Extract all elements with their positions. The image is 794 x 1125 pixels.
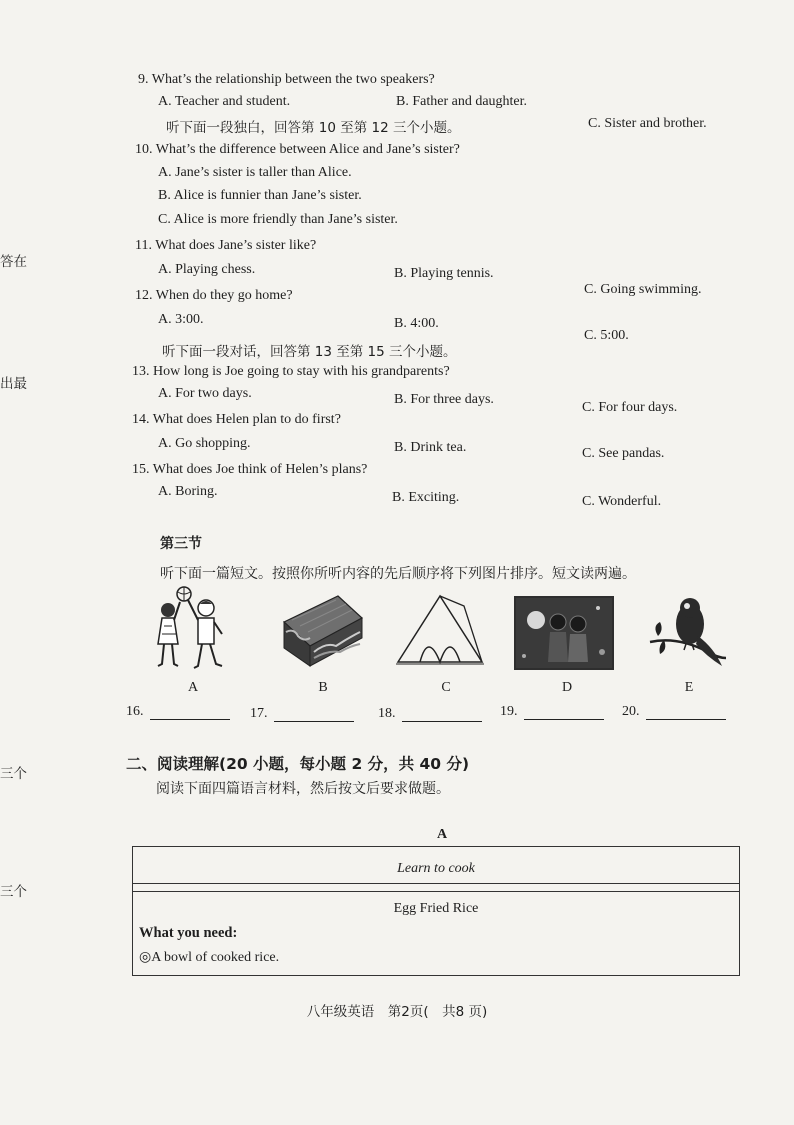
answer-line [150, 705, 230, 720]
question-10: 10. What’s the difference between Alice and Jane’s sister? [135, 142, 460, 157]
sandwich-icon [280, 592, 366, 668]
q15-option-b: B. Exciting. [392, 490, 460, 505]
part-2-description: 阅读下面四篇语言材料，然后按文后要求做题。 [156, 781, 450, 797]
answer-blank-16[interactable] [126, 704, 230, 720]
recipe-box [132, 846, 740, 976]
blank-number: 18. [378, 706, 396, 721]
recipe-header: Learn to cook [397, 861, 475, 876]
passage-letter: A [437, 827, 448, 842]
q15-option-a: A. Boring. [158, 484, 218, 499]
q14-option-a: A. Go shopping. [158, 436, 251, 451]
tent-icon [394, 592, 486, 668]
blank-number: 17. [250, 706, 268, 721]
question-13: 13. How long is Joe going to stay with his grandparents? [132, 364, 450, 379]
answer-blank-18[interactable] [378, 706, 482, 722]
section-3-title: 第三节 [160, 536, 202, 552]
q10-option-c: C. Alice is more friendly than Jane’s sister. [158, 212, 398, 227]
answer-blank-17[interactable] [250, 706, 354, 722]
q10-option-b: B. Alice is funnier than Jane’s sister. [158, 188, 362, 203]
answer-line [524, 705, 604, 720]
recipe-divider [133, 883, 739, 892]
question-12: 12. When do they go home? [135, 288, 293, 303]
question-11: 11. What does Jane’s sister like? [135, 238, 317, 253]
ingredients-label: What you need: [139, 925, 238, 941]
picture-label: B [318, 680, 328, 695]
q14-option-c: C. See pandas. [582, 446, 665, 461]
q12-option-b: B. 4:00. [394, 316, 439, 331]
kids-playing-volleyball-icon [150, 586, 232, 674]
margin-note: 答在 [0, 254, 27, 270]
blank-number: 19. [500, 704, 518, 719]
blank-number: 20. [622, 704, 640, 719]
q10-option-a: A. Jane’s sister is taller than Alice. [158, 165, 352, 180]
instruction-10-12: 听下面一段独白，回答第 10 至第 12 三个小题。 [166, 120, 461, 136]
q11-option-c: C. Going swimming. [584, 282, 702, 297]
question-9: 9. What’s the relationship between the two speakers? [138, 72, 435, 87]
answer-line [402, 707, 482, 722]
ingredient-item: ◎A bowl of cooked rice. [139, 950, 280, 965]
q13-option-b: B. For three days. [394, 392, 494, 407]
q13-option-a: A. For two days. [158, 386, 252, 401]
margin-note: 出最 [0, 376, 27, 392]
question-15: 15. What does Joe think of Helen’s plans? [132, 462, 368, 477]
q11-option-b: B. Playing tennis. [394, 266, 494, 281]
picture-label: A [187, 680, 199, 695]
page-footer: 八年级英语 第2页( 共8 页) [306, 1004, 488, 1020]
q13-option-c: C. For four days. [582, 400, 678, 415]
q12-option-a: A. 3:00. [158, 312, 204, 327]
answer-blank-19[interactable] [500, 704, 604, 720]
dish-name: Egg Fried Rice [393, 901, 479, 916]
q9-option-a: A. Teacher and student. [158, 94, 291, 109]
answer-line [274, 707, 354, 722]
picture-label: C [441, 680, 451, 695]
question-14: 14. What does Helen plan to do first? [132, 412, 341, 427]
recipe-header-row [133, 847, 739, 884]
instruction-13-15: 听下面一段对话，回答第 13 至第 15 三个小题。 [162, 344, 457, 360]
q12-option-c: C. 5:00. [584, 328, 629, 343]
q14-option-b: B. Drink tea. [394, 440, 467, 455]
margin-note: 三个 [0, 766, 27, 782]
answer-blank-20[interactable] [622, 704, 726, 720]
q15-option-c: C. Wonderful. [582, 494, 662, 509]
q9-option-c: C. Sister and brother. [588, 116, 707, 131]
picture-label: E [684, 680, 694, 695]
margin-note: 三个 [0, 884, 27, 900]
q11-option-a: A. Playing chess. [158, 262, 256, 277]
picture-label: D [561, 680, 573, 695]
part-2-title: 二、阅读理解(20 小题，每小题 2 分，共 40 分) [126, 755, 470, 773]
q9-option-b: B. Father and daughter. [396, 94, 528, 109]
section-3-description: 听下面一篇短文。按照你所听内容的先后顺序将下列图片排序。短文读两遍。 [160, 566, 636, 582]
blank-number: 16. [126, 704, 144, 719]
night-party-photo-icon [514, 596, 614, 670]
bird-on-branch-icon [648, 596, 728, 672]
answer-line [646, 705, 726, 720]
